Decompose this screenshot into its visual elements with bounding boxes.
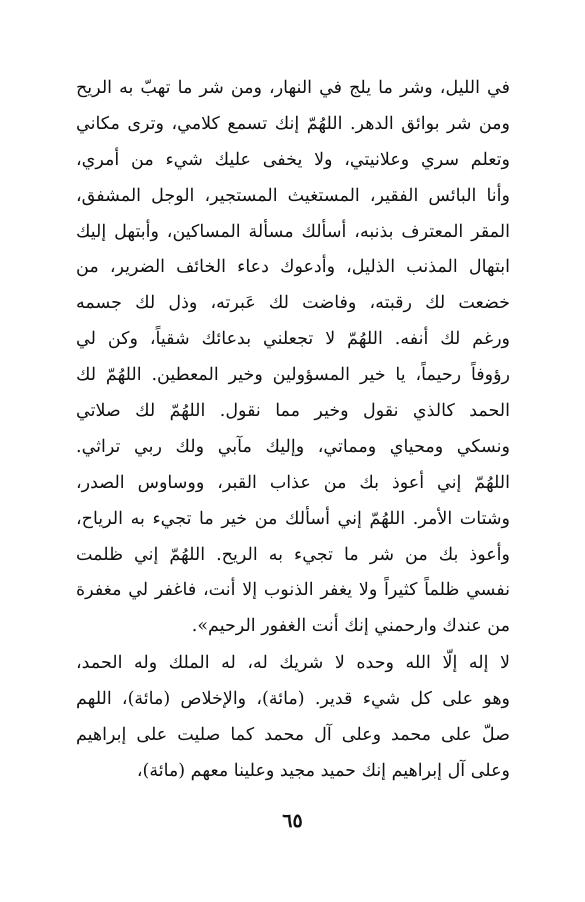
text-line: اللهُمّ إني أعوذ بك من عذاب القبر، ووساوس الصدر،: [76, 472, 510, 493]
text-line: خضعت لك رقبته، وفاضت لك عَبرته، وذل لك جسمه: [76, 293, 510, 314]
text-line: وهو على كل شيء قدير. (مائة)، والإخلاص (مائة)، اللهم: [76, 688, 510, 709]
paragraph-supplication: [76, 71, 510, 645]
text-line: الحمد كالذي نقول وخير مما نقول. اللهُمّ لك صلاتي: [76, 401, 510, 422]
text-line: من عندك وارحمني إنك أنت الغفور الرحيم».: [191, 616, 510, 637]
text-line: نفسي ظلماً كثيراً ولا يغفر الذنوب إلا أنت، فاغفر لي مغفرة: [76, 580, 510, 601]
text-line: وأنا البائس الفقير، المستغيث المستجير، الوجل المشفق،: [76, 185, 510, 206]
text-line: ومن شر بوائق الدهر. اللهُمّ إنك تسمع كلامي، وترى مكاني: [76, 113, 510, 134]
text-line: رؤوفاً رحيماً، يا خير المسؤولين وخير المعطين. اللهُمّ لك: [76, 365, 510, 386]
text-line: وشتات الأمر. اللهُمّ إني أسألك من خير ما تجيء به الرياح،: [76, 508, 510, 529]
text-line: ابتهال المذنب الذليل، وأدعوك دعاء الخائف الضرير، من: [76, 257, 510, 278]
text-line: لا إله إلّا الله وحده لا شريك له، له الملك وله الحمد،: [76, 653, 510, 673]
page-number: ٦٥: [282, 810, 303, 832]
text-line: المقر المعترف بذنبه، أسألك مسألة المساكين، وأبتهل إليك: [76, 221, 510, 242]
text-line: ورغم لك أنفه. اللهُمّ لا تجعلني بدعائك شقياً، وكن لي: [76, 329, 510, 350]
text-line: في الليل، وشر ما يلج في النهار، ومن شر ما تهبّ به الريح: [76, 78, 510, 98]
text-line: وعلى آل إبراهيم إنك حميد مجيد وعلينا معهم (مائة)،: [136, 760, 510, 781]
text-line: صلّ على محمد وعلى آل محمد كما صليت على إبراهيم: [76, 724, 510, 745]
text-line: ونسكي ومحياي ومماتي، وإليك مآبي ولك ربي تراثي.: [76, 436, 510, 457]
paragraph-remembrance: [76, 646, 510, 790]
text-line: وأعوذ بك من شر ما تجيء به الريح. اللهُمّ إني ظلمت: [76, 544, 510, 565]
text-line: وتعلم سري وعلانيتي، ولا يخفى عليك شيء من أمري،: [76, 149, 510, 170]
